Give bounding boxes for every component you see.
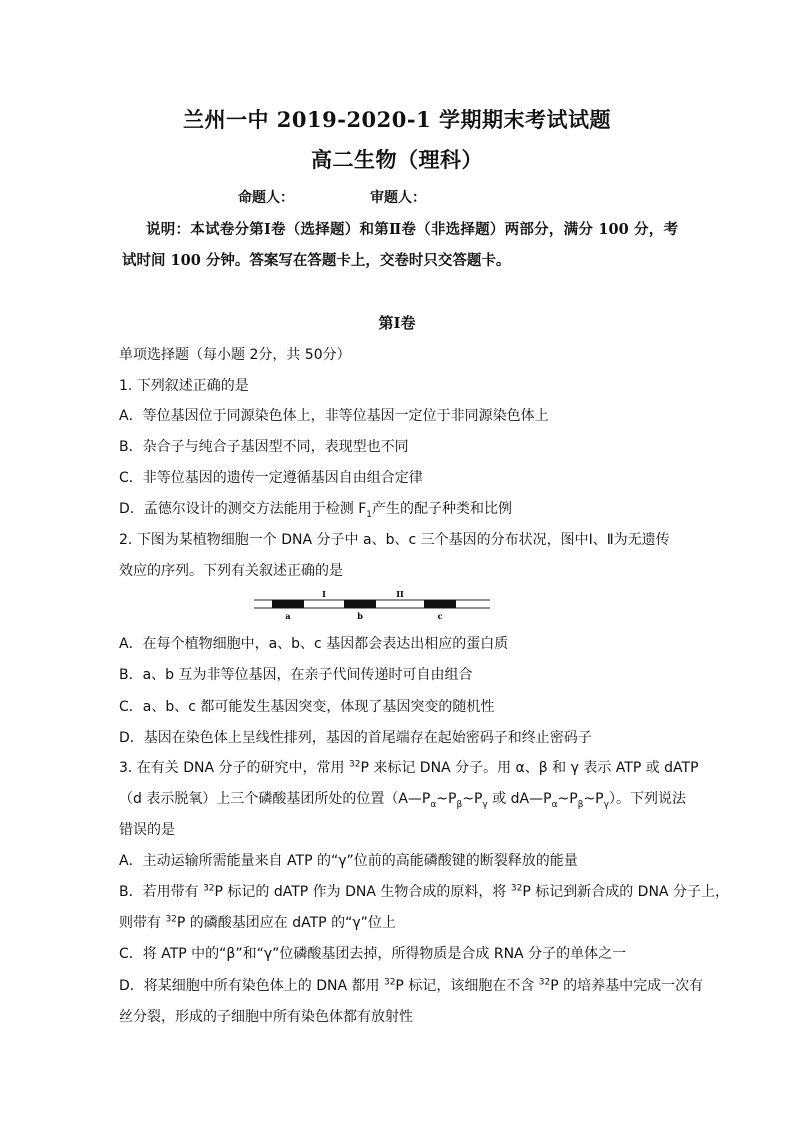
isotope-superscript: 32 bbox=[203, 883, 215, 894]
exam-instructions-note: 说明：本试卷分第Ⅰ卷（选择题）和第Ⅱ卷（非选择题）两部分，满分 100 分，考试时间 100 分钟。答案写在答题卡上，交卷时只交答题卡。 bbox=[122, 221, 678, 269]
q2-stem-line1: 2. 下图为某植物细胞一个 DNA 分子中 a、b、c 三个基因的分布状况，图中Ⅰ、Ⅱ为无遗传 bbox=[119, 532, 670, 548]
q3-option-d-line2: 丝分裂，形成的子细胞中所有染色体都有放射性 bbox=[119, 1009, 413, 1025]
gamma-subscript: γ bbox=[603, 799, 609, 810]
dna-gene-diagram bbox=[254, 588, 490, 622]
alpha-subscript: α bbox=[430, 799, 437, 810]
question-type-instructions: 单项选择题（每小题 2分，共 50分） bbox=[119, 347, 351, 363]
q3-text: P 标记，该细胞在不含 bbox=[395, 978, 539, 994]
q3-text: P 的磷酸基团应在 dATP 的“γ”位上 bbox=[176, 915, 396, 931]
gene-label-b: b bbox=[357, 611, 363, 621]
q1-option-b: B．杂合子与纯合子基因型不同，表现型也不同 bbox=[119, 439, 409, 455]
isotope-superscript: 32 bbox=[349, 759, 361, 770]
q3-option-a: A．主动运输所需能量来自 ATP 的“γ”位前的高能磷酸键的断裂释放的能量 bbox=[119, 853, 578, 869]
q3-text: 或 dA—P bbox=[487, 791, 552, 807]
q3-stem-line2 bbox=[119, 788, 686, 810]
q3-text: P 标记到新合成的 DNA 分子上， bbox=[522, 884, 729, 900]
q2-option-d: D．基因在染色体上呈线性排列，基因的首尾端存在起始密码子和终止密码子 bbox=[119, 730, 592, 746]
q3-text: ~P bbox=[583, 791, 604, 807]
q3-text: ）。下列说法 bbox=[608, 791, 686, 807]
q3-option-b-line2 bbox=[119, 912, 396, 932]
q1-option-a: A．等位基因位于同源染色体上，非等位基因一定位于非同源染色体上 bbox=[119, 408, 549, 424]
section-title: 第Ⅰ卷 bbox=[378, 314, 416, 332]
q2-option-a: A．在每个植物细胞中，a、b、c 基因都会表达出相应的蛋白质 bbox=[119, 636, 509, 652]
beta-subscript: β bbox=[456, 799, 463, 810]
q3-text: ~P bbox=[557, 791, 578, 807]
gene-a-segment bbox=[272, 600, 304, 608]
gene-label-c: c bbox=[437, 611, 443, 621]
q3-text: P 来标记 DNA 分子。用 α、β 和 γ 表示 ATP 或 dATP bbox=[360, 760, 699, 776]
q3-text: 3. 在有关 DNA 分子的研究中，常用 bbox=[119, 760, 349, 776]
q3-text: B．若用带有 bbox=[119, 884, 204, 900]
q3-text: P 的培养基中完成一次有 bbox=[550, 978, 704, 994]
q3-option-d-line1 bbox=[119, 975, 703, 995]
q3-option-b-line1 bbox=[119, 881, 729, 901]
page-subtitle: 高二生物（理科） bbox=[311, 147, 483, 172]
q2-option-b: B．a、b 互为非等位基因，在亲子代间传递时可自由组合 bbox=[119, 667, 473, 683]
q2-stem-line2: 效应的序列。下列有关叙述正确的是 bbox=[119, 563, 343, 579]
q3-text: D．将某细胞中所有染色体上的 DNA 都用 bbox=[119, 978, 384, 994]
q3-text: ~P bbox=[436, 791, 457, 807]
q3-text: 则带有 bbox=[119, 915, 166, 931]
q3-text: P 标记的 dATP 作为 DNA 生物合成的原料，将 bbox=[214, 884, 511, 900]
q3-option-c: C．将 ATP 中的“β”和“γ”位磷酸基团去掉，所得物质是合成 RNA 分子的单体之一 bbox=[119, 946, 627, 962]
setter-label: 命题人： bbox=[238, 190, 294, 206]
gene-b-segment bbox=[344, 600, 376, 608]
q3-text: （d 表示脱氧）上三个磷酸基团所处的位置（A—P bbox=[119, 791, 431, 807]
beta-subscript: β bbox=[577, 799, 584, 810]
q1-d-text-end: 产生的配子种类和比例 bbox=[372, 501, 513, 517]
q1-stem: 1. 下列叙述正确的是 bbox=[119, 378, 249, 394]
q3-stem-line1 bbox=[119, 757, 699, 777]
q1-d-text: D．孟德尔设计的测交方法能用于检测 F bbox=[119, 501, 367, 517]
gamma-subscript: γ bbox=[482, 799, 488, 810]
q3-text: ~P bbox=[462, 791, 483, 807]
q2-option-c: C．a、b、c 都可能发生基因突变，体现了基因突变的随机性 bbox=[119, 699, 495, 715]
isotope-superscript: 32 bbox=[383, 977, 396, 988]
isotope-superscript: 32 bbox=[538, 977, 551, 988]
q3-stem-line3: 错误的是 bbox=[119, 822, 175, 838]
q1-d-subscript: 1 bbox=[366, 509, 373, 520]
isotope-superscript: 32 bbox=[165, 914, 177, 925]
q1-option-d bbox=[119, 498, 512, 520]
page-title: 兰州一中 2019-2020-1 学期期末考试试题 bbox=[182, 107, 612, 132]
q1-option-c: C．非等位基因的遗传一定遵循基因自由组合定律 bbox=[119, 470, 423, 486]
gene-label-a: a bbox=[285, 611, 291, 621]
alpha-subscript: α bbox=[551, 799, 558, 810]
region-label-2: II bbox=[396, 589, 404, 599]
authors-line bbox=[238, 187, 426, 207]
region-label-1: I bbox=[322, 589, 326, 599]
isotope-superscript: 32 bbox=[510, 883, 523, 894]
gene-c-segment bbox=[424, 600, 456, 608]
reviewer-label: 审题人： bbox=[370, 190, 426, 206]
